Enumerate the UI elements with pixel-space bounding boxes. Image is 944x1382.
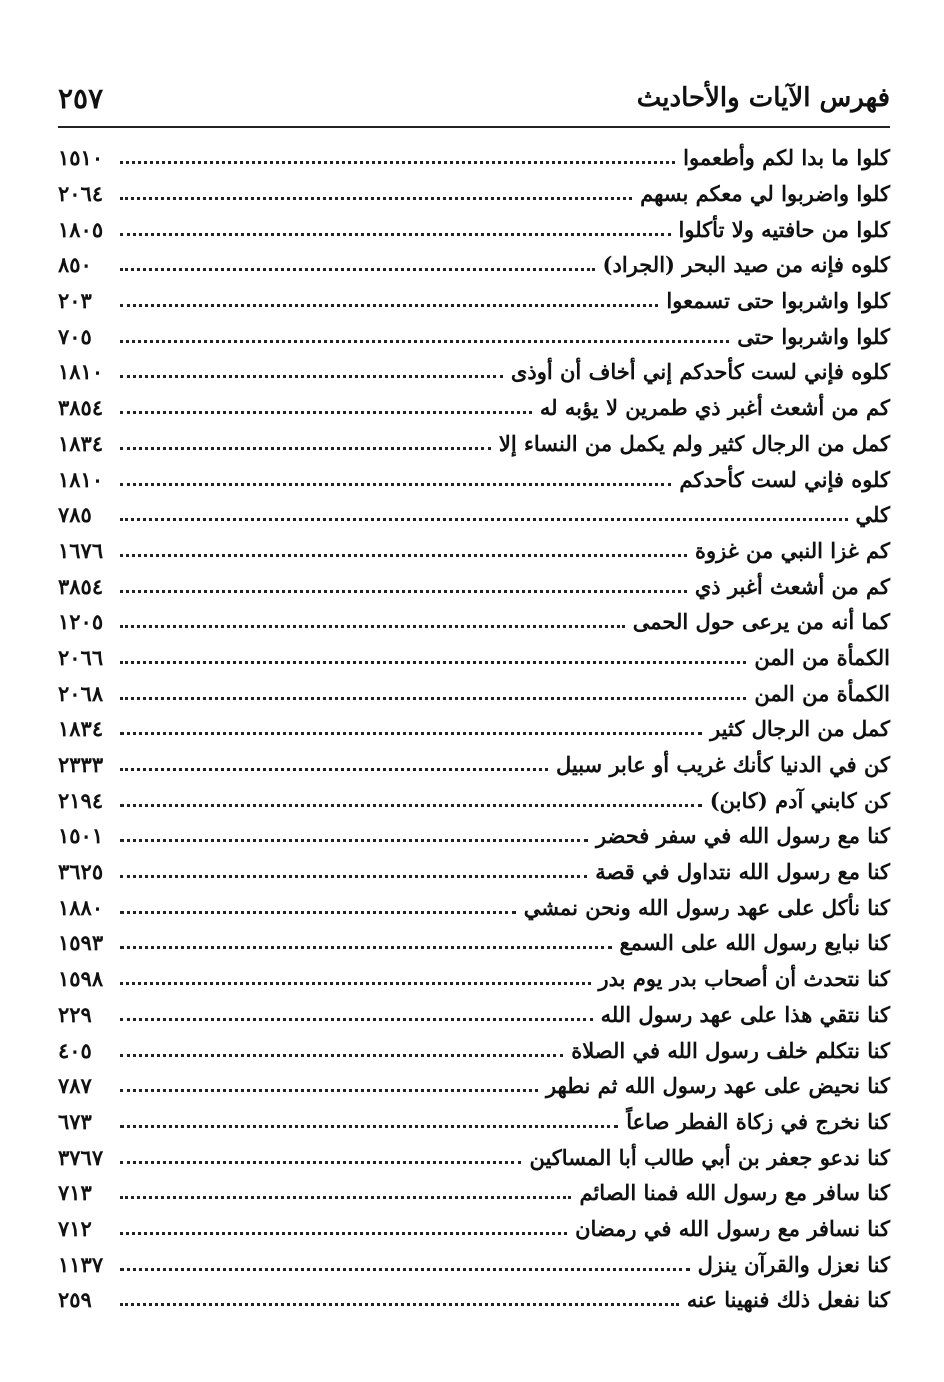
entry-text: كنا نفعل ذلك فنهينا عنه xyxy=(686,1287,890,1313)
entry-text: كنا نعزل والقرآن ينزل xyxy=(697,1251,890,1277)
dot-leader xyxy=(120,768,548,771)
dot-leader xyxy=(120,732,702,735)
index-entry xyxy=(58,747,890,783)
dot-leader xyxy=(120,304,658,307)
entry-reference-number: ٧٨٧ xyxy=(58,1073,92,1099)
index-entry xyxy=(58,354,890,390)
index-entry xyxy=(58,1068,890,1104)
dot-leader xyxy=(120,1018,593,1021)
entry-reference-number: ٧١٣ xyxy=(58,1180,92,1206)
entry-reference-number: ١٨٣٤ xyxy=(58,430,104,456)
entry-reference-number: ٤٠٥ xyxy=(58,1037,92,1063)
entry-text: كم غزا النبي من غزوة xyxy=(695,537,890,563)
entry-text: كن في الدنيا كأنك غريب أو عابر سبيل xyxy=(555,752,890,778)
entry-text: كلوا من حافتيه ولا تأكلوا xyxy=(678,216,890,242)
index-entry xyxy=(58,1211,890,1247)
index-entry xyxy=(58,961,890,997)
index-entry xyxy=(58,1282,890,1318)
entry-text: كنا مع رسول الله في سفر فحضر xyxy=(595,823,890,849)
dot-leader xyxy=(120,197,632,200)
entry-reference-number: ٢٠٦٦ xyxy=(58,644,104,670)
entry-text: كلوه فإني لست كأحدكم إني أخاف أن أوذى xyxy=(510,359,890,385)
dot-leader xyxy=(120,411,532,414)
index-entry xyxy=(58,318,890,354)
entry-reference-number: ١٨٣٤ xyxy=(58,716,104,742)
index-entry xyxy=(58,211,890,247)
entry-text: كنا نسافر مع رسول الله في رمضان xyxy=(575,1215,890,1241)
entry-text: كمل من الرجال كثير xyxy=(710,716,890,742)
dot-leader xyxy=(120,1268,690,1271)
index-entry xyxy=(58,1032,890,1068)
header-divider xyxy=(58,126,890,128)
entry-text: الكمأة من المن xyxy=(754,644,890,670)
entry-text: كن كابني آدم (كابن) xyxy=(709,787,890,813)
index-entry xyxy=(58,176,890,212)
entry-reference-number: ١٨٨٠ xyxy=(58,894,104,920)
dot-leader xyxy=(120,1054,563,1057)
dot-leader xyxy=(120,839,588,842)
page-title: فهرس الآيات والأحاديث xyxy=(636,83,890,113)
index-entry xyxy=(58,533,890,569)
dot-leader xyxy=(120,946,612,949)
entry-reference-number: ٨٥٠ xyxy=(58,252,92,278)
entry-reference-number: ١١٣٧ xyxy=(58,1251,104,1277)
entry-reference-number: ٢١٩٤ xyxy=(58,787,104,813)
entry-text: كلوا واضربوا لي معكم بسهم xyxy=(640,181,890,207)
index-entry xyxy=(58,782,890,818)
dot-leader xyxy=(120,911,516,914)
index-entry xyxy=(58,925,890,961)
index-entry xyxy=(58,1139,890,1175)
entry-reference-number: ٣٧٦٧ xyxy=(58,1144,104,1170)
index-entry xyxy=(58,675,890,711)
entry-reference-number: ٦٧٣ xyxy=(58,1108,92,1134)
dot-leader xyxy=(120,697,746,700)
dot-leader xyxy=(120,1089,538,1092)
dot-leader xyxy=(120,268,595,271)
entry-text: كلوا ما بدا لكم وأطعموا xyxy=(683,145,890,171)
dot-leader xyxy=(120,661,746,664)
dot-leader xyxy=(120,590,687,593)
index-entries xyxy=(58,140,890,1318)
entry-reference-number: ١٨٠٥ xyxy=(58,216,104,242)
entry-text: كنا نخرج في زكاة الفطر صاعاً xyxy=(626,1108,890,1134)
entry-text: كم من أشعث أغبر ذي طمرين لا يؤبه له xyxy=(539,395,890,421)
index-entry xyxy=(58,140,890,176)
index-entry xyxy=(58,426,890,462)
index-entry xyxy=(58,247,890,283)
dot-leader xyxy=(120,518,848,521)
index-entry xyxy=(58,390,890,426)
page-header xyxy=(58,74,890,122)
index-entry xyxy=(58,497,890,533)
entry-text: الكمأة من المن xyxy=(754,680,890,706)
entry-reference-number: ٢٢٩ xyxy=(58,1001,92,1027)
dot-leader xyxy=(120,1125,618,1128)
entry-text: كم من أشعث أغبر ذي xyxy=(694,573,890,599)
entry-text: كنا نتكلم خلف رسول الله في الصلاة xyxy=(571,1037,890,1063)
dot-leader xyxy=(120,1161,521,1164)
page-number: ٢٥٧ xyxy=(58,81,104,115)
entry-reference-number: ٢٠٣ xyxy=(58,288,92,314)
entry-text: كلوه فإني لست كأحدكم xyxy=(679,466,890,492)
entry-text: كلوا واشربوا حتى xyxy=(737,323,890,349)
index-entry xyxy=(58,889,890,925)
dot-leader xyxy=(120,1232,567,1235)
entry-text: كنا نحيض على عهد رسول الله ثم نطهر xyxy=(545,1073,890,1099)
dot-leader xyxy=(120,554,687,557)
entry-reference-number: ٣٦٢٥ xyxy=(58,859,104,885)
entry-text: كنا نأكل على عهد رسول الله ونحن نمشي xyxy=(523,894,890,920)
entry-reference-number: ٢٠٦٤ xyxy=(58,181,104,207)
entry-reference-number: ١٥١٠ xyxy=(58,145,104,171)
dot-leader xyxy=(120,447,491,450)
dot-leader xyxy=(120,1303,679,1306)
index-entry xyxy=(58,1175,890,1211)
entry-text: كمل من الرجال كثير ولم يكمل من النساء إلا xyxy=(498,430,890,456)
dot-leader xyxy=(120,875,587,878)
index-entry xyxy=(58,818,890,854)
index-entry xyxy=(58,461,890,497)
dot-leader xyxy=(120,233,671,236)
dot-leader xyxy=(120,375,503,378)
index-entry xyxy=(58,711,890,747)
entry-text: كما أنه من يرعى حول الحمى xyxy=(632,609,890,635)
entry-text: كنا نتقي هذا على عهد رسول الله xyxy=(600,1001,890,1027)
entry-reference-number: ١٦٧٦ xyxy=(58,537,104,563)
entry-text: كلوا واشربوا حتى تسمعوا xyxy=(666,288,890,314)
entry-reference-number: ٢٣٣٣ xyxy=(58,752,104,778)
index-entry xyxy=(58,640,890,676)
index-entry xyxy=(58,283,890,319)
entry-reference-number: ٣٨٥٤ xyxy=(58,395,104,421)
entry-reference-number: ٣٨٥٤ xyxy=(58,573,104,599)
entry-reference-number: ٧١٢ xyxy=(58,1215,92,1241)
entry-text: كلي xyxy=(855,502,890,528)
dot-leader xyxy=(120,1196,571,1199)
dot-leader xyxy=(120,483,671,486)
index-entry xyxy=(58,568,890,604)
entry-text: كلوه فإنه من صيد البحر (الجراد) xyxy=(602,252,890,278)
index-entry xyxy=(58,1246,890,1282)
entry-reference-number: ١٨١٠ xyxy=(58,359,104,385)
entry-reference-number: ١٥٩٨ xyxy=(58,966,104,992)
index-entry xyxy=(58,1104,890,1140)
dot-leader xyxy=(120,804,702,807)
entry-text: كنا نبايع رسول الله على السمع xyxy=(619,930,890,956)
entry-text: كنا ندعو جعفر بن أبي طالب أبا المساكين xyxy=(529,1144,890,1170)
entry-reference-number: ٢٥٩ xyxy=(58,1287,92,1313)
index-entry xyxy=(58,854,890,890)
entry-reference-number: ١٨١٠ xyxy=(58,466,104,492)
entry-reference-number: ١٥٠١ xyxy=(58,823,104,849)
dot-leader xyxy=(120,161,675,164)
index-entry xyxy=(58,997,890,1033)
entry-reference-number: ١٢٠٥ xyxy=(58,609,104,635)
entry-reference-number: ٧٠٥ xyxy=(58,323,92,349)
entry-reference-number: ٧٨٥ xyxy=(58,502,92,528)
entry-text: كنا نتحدث أن أصحاب بدر يوم بدر xyxy=(598,966,890,992)
dot-leader xyxy=(120,625,625,628)
entry-reference-number: ١٥٩٣ xyxy=(58,930,104,956)
entry-reference-number: ٢٠٦٨ xyxy=(58,680,104,706)
entry-text: كنا مع رسول الله نتداول في قصة xyxy=(595,859,890,885)
index-entry xyxy=(58,604,890,640)
dot-leader xyxy=(120,340,729,343)
entry-text: كنا سافر مع رسول الله فمنا الصائم xyxy=(579,1180,890,1206)
dot-leader xyxy=(120,982,591,985)
